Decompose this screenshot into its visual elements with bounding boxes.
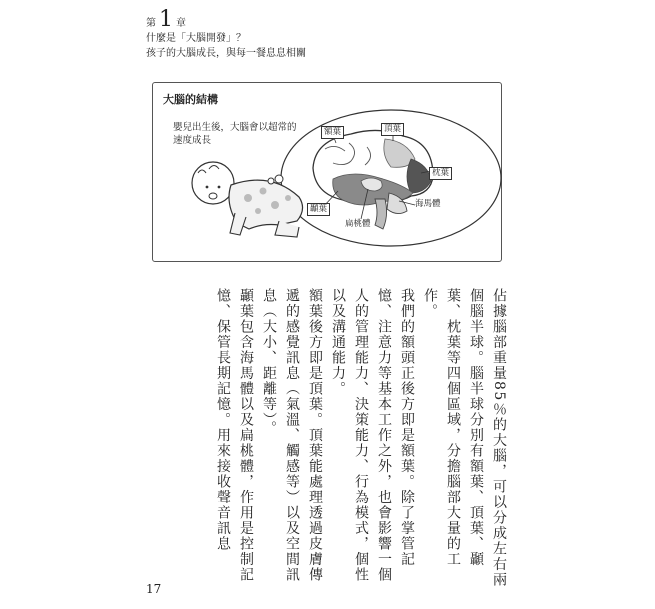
section-title: 什麼是「大腦開發」？ [146, 33, 246, 44]
label-frontal-lobe: 額葉 [321, 126, 344, 139]
chapter-suffix: 章 [176, 18, 186, 29]
paragraph: 額葉後方即是頂葉。頂葉能處理透過皮膚傳遞的感覺訊息（氣溫、觸感等）以及空間訊息（大小、距離等）。 [261, 288, 323, 583]
label-parietal-lobe: 頂葉 [381, 123, 404, 136]
figure-caption: 嬰兒出生後，大腦會以超常的速度成長 [173, 122, 297, 146]
chapter-number: 1 [159, 7, 173, 32]
body-text [150, 288, 510, 588]
paragraph: 顳葉包含海馬體以及扁桃體，作用是控制記憶、保管長期記憶。用來接收聲音訊息 [215, 288, 254, 583]
label-temporal-lobe: 顳葉 [307, 203, 330, 216]
chapter-heading [146, 7, 306, 32]
brain-structure-figure [152, 82, 502, 262]
chapter-prefix: 第 [146, 18, 156, 29]
page-number: 17 [146, 582, 162, 596]
paragraph: 我們的額頭正後方即是額葉。除了掌管記憶、注意力等基本工作之外，也會影響一個人的管理能力、決策能力、行為模式，個性以及溝通能力。 [330, 288, 415, 583]
label-amygdala: 扁桃體 [345, 219, 371, 229]
label-hippocampus: 海馬體 [415, 199, 441, 209]
chapter-header [146, 7, 306, 61]
label-occipital-lobe: 枕葉 [429, 167, 452, 180]
section-subtitle: 孩子的大腦成長，與每一餐息息相關 [146, 48, 306, 59]
paragraph: 佔據腦部重量85％的大腦，可以分成左右兩個腦半球。腦半球分別有額葉、頂葉、顳葉、枕葉等四個區域，分擔腦部大量的工作。 [422, 288, 507, 588]
figure-title: 大腦的結構 [163, 93, 218, 106]
